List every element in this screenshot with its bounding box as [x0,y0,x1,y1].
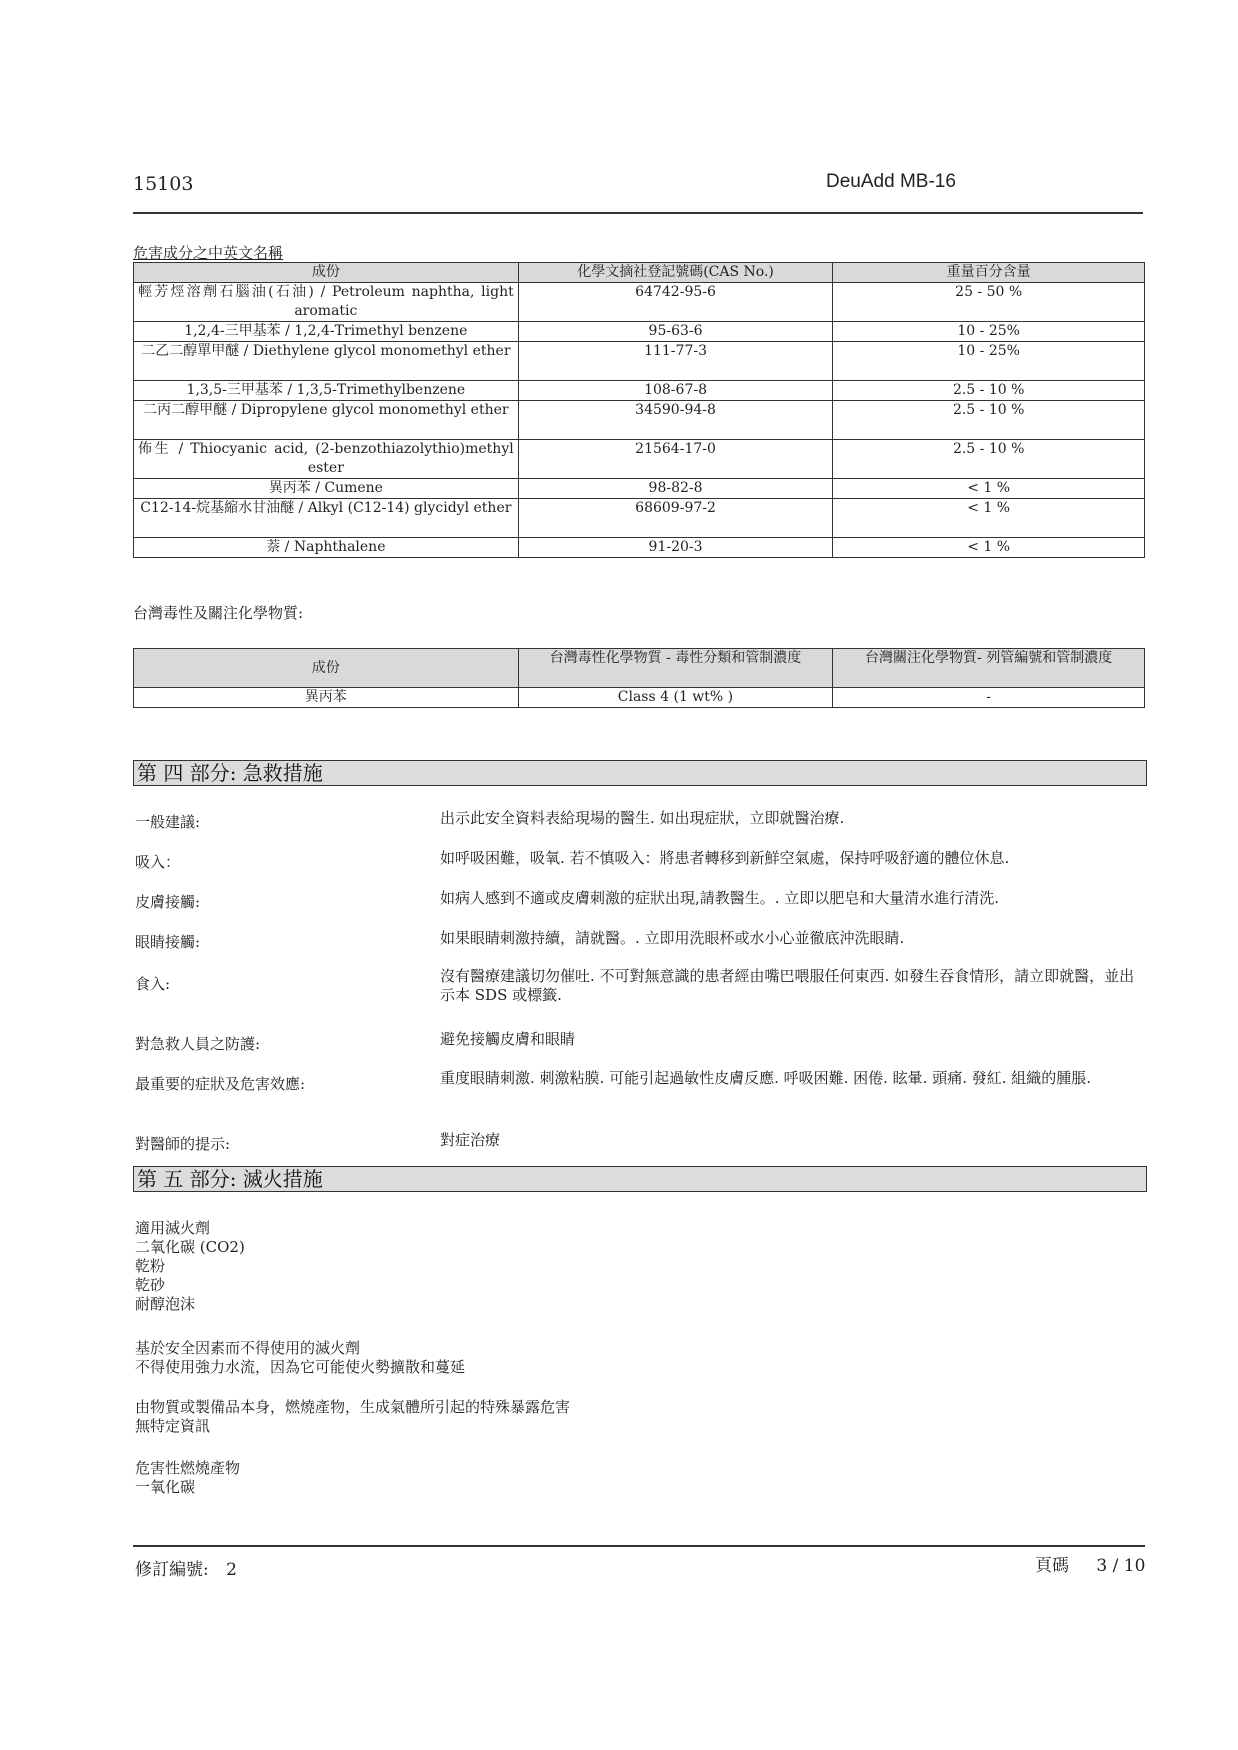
cas-number: 91-20-3 [518,538,833,558]
column-header: 重量百分含量 [833,263,1145,283]
hazardous-combustion-products [135,1459,240,1497]
table-row [134,322,1145,342]
list-item: 二氧化碳 (CO2) [135,1238,245,1256]
weight-percent: 10 - 25% [833,342,1145,381]
ingredient-name: 1,2,4-三甲基苯 / 1,2,4-Trimethyl benzene [134,322,519,342]
group-heading: 危害性燃燒產物 [135,1459,241,1477]
header-divider [133,212,1143,214]
taiwan-toxic-caption: 台灣毒性及關注化學物質: [133,604,304,622]
ingredient-name: 異丙苯 / Cumene [134,479,519,499]
list-item: 不得使用強力水流，因為它可能使火勢擴散和蔓延 [135,1358,466,1376]
weight-percent: < 1 % [833,479,1145,499]
weight-percent: 2.5 - 10 % [833,440,1145,479]
cas-number: 34590-94-8 [518,401,833,440]
cas-number: 95-63-6 [518,322,833,342]
rescuer-protection-text: 避免接觸皮膚和眼睛 [440,1030,576,1048]
table-header-row [134,263,1145,283]
table-header-row [134,649,1145,688]
special-exposure-hazards [135,1398,570,1436]
table-row [134,283,1145,322]
weight-percent: 25 - 50 % [833,283,1145,322]
section5-title: 第 五 部分: 滅火措施 [137,1167,323,1191]
table-row [134,381,1145,401]
ingredients-table [133,262,1145,558]
general-advice-text: 出示此安全資料表給現場的醫生. 如出現症狀，立即就醫治療. [440,809,845,827]
general-advice-label: 一般建議: [135,813,201,831]
concern-number: - [833,688,1145,708]
ingestion-text: 沒有醫療建議切勿催吐. 不可對無意識的患者經由嘴巴喂服任何東西. 如發生吞食情形，請立即就醫，並出示本 SDS 或標籤. [440,967,1135,1004]
toxic-class: Class 4 (1 wt% ) [518,688,833,708]
group-heading: 由物質或製備品本身，燃燒產物，生成氣體所引起的特殊暴露危害 [135,1398,571,1416]
ingredient-name: C12-14-烷基縮水甘油醚 / Alkyl (C12-14) glycidyl ether [134,499,519,538]
rescuer-protection-label: 對急救人員之防護: [135,1035,261,1053]
page-label: 頁碼 [1035,1556,1069,1576]
physician-note-label: 對醫師的提示: [135,1135,231,1153]
table-row [134,538,1145,558]
list-item: 乾粉 [135,1257,166,1275]
section5-header [133,1166,1147,1192]
cas-number: 98-82-8 [518,479,833,499]
revision-label: 修訂編號: [135,1560,209,1580]
ingredient-name: 輕芳烴溶劑石腦油(石油) / Petroleum naphtha, light aromatic [134,283,519,322]
ingredient-name: 1,3,5-三甲基苯 / 1,3,5-Trimethylbenzene [134,381,519,401]
list-item: 乾砂 [135,1276,166,1294]
ingredient-name: 佈生 / Thiocyanic acid, (2-benzothiazolythio)methyl ester [134,440,519,479]
suitable-extinguishing-media [135,1219,245,1314]
eye-contact-text: 如果眼睛刺激持續，請就醫。. 立即用洗眼杯或水小心並徹底沖洗眼睛. [440,929,905,947]
section4-title: 第 四 部分: 急救措施 [137,761,323,785]
table-row [134,499,1145,538]
column-header: 台灣毒性化學物質 - 毒性分類和管制濃度 [518,649,833,688]
section4-header [133,760,1147,786]
weight-percent: < 1 % [833,538,1145,558]
list-item: 耐醇泡沫 [135,1295,196,1313]
weight-percent: < 1 % [833,499,1145,538]
revision-info [135,1555,237,1580]
cas-number: 108-67-8 [518,381,833,401]
page-info [1035,1551,1145,1576]
table-row [134,342,1145,381]
ingestion-label: 食入: [135,975,171,993]
table-row [134,401,1145,440]
group-heading: 適用滅火劑 [135,1219,211,1237]
cas-number: 64742-95-6 [518,283,833,322]
eye-contact-label: 眼睛接觸: [135,933,201,951]
unsuitable-extinguishing-media [135,1339,465,1377]
physician-note-text: 對症治療 [440,1131,501,1149]
table-row [134,479,1145,499]
footer-divider [133,1545,1145,1547]
column-header: 成份 [134,649,519,688]
document-number: 15103 [133,173,194,195]
product-name: DeuAdd MB-16 [826,171,956,192]
weight-percent: 10 - 25% [833,322,1145,342]
ingredients-caption: 危害成分之中英文名稱 [133,244,284,262]
inhalation-text: 如呼吸困難，吸氧. 若不慎吸入：將患者轉移到新鮮空氣處，保持呼吸舒適的體位休息. [440,849,1010,867]
column-header: 成份 [134,263,519,283]
weight-percent: 2.5 - 10 % [833,381,1145,401]
taiwan-toxic-table [133,648,1145,708]
cas-number: 68609-97-2 [518,499,833,538]
ingredient-name: 二丙二醇甲醚 / Dipropylene glycol monomethyl ether [134,401,519,440]
skin-contact-text: 如病人感到不適或皮膚刺激的症狀出現,請教醫生。. 立即以肥皂和大量清水進行清洗. [440,889,1000,907]
page-number: 3 / 10 [1096,1556,1146,1576]
list-item: 一氧化碳 [135,1478,196,1496]
column-header: 台灣關注化學物質- 列管編號和管制濃度 [833,649,1145,688]
list-item: 無特定資訊 [135,1417,211,1435]
inhalation-label: 吸入： [135,853,181,871]
group-heading: 基於安全因素而不得使用的滅火劑 [135,1339,361,1357]
revision-number: 2 [226,1560,237,1580]
ingredient-name: 萘 / Naphthalene [134,538,519,558]
substance-name: 異丙苯 [134,688,519,708]
weight-percent: 2.5 - 10 % [833,401,1145,440]
symptoms-text: 重度眼睛刺激. 刺激粘膜. 可能引起過敏性皮膚反應. 呼吸困難. 困倦. 眩暈. 頭痛. 發紅. 組織的腫脹. [440,1069,1092,1087]
cas-number: 111-77-3 [518,342,833,381]
table-row [134,688,1145,708]
symptoms-label: 最重要的症狀及危害效應: [135,1075,306,1093]
cas-number: 21564-17-0 [518,440,833,479]
column-header: 化學文摘社登記號碼(CAS No.) [518,263,833,283]
ingredient-name: 二乙二醇單甲醚 / Diethylene glycol monomethyl ether [134,342,519,381]
table-row [134,440,1145,479]
skin-contact-label: 皮膚接觸: [135,893,201,911]
